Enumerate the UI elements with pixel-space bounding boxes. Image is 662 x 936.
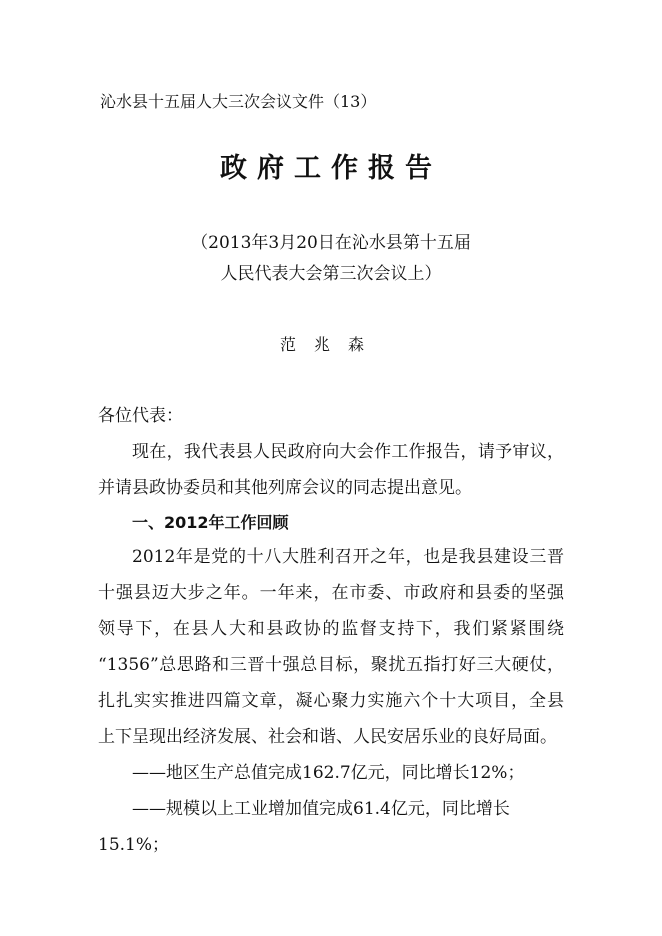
paragraph-4-line-2: 15.1%； <box>98 835 170 855</box>
document-title: 政府工作报告 <box>220 153 442 184</box>
paragraph-2-line-6: 上下呈现出经济发展、社会和谐、人民安居乐业的良好局面。 <box>98 727 557 747</box>
paragraph-1-line-1: 现在，我代表县人民政府向大会作工作报告，请予审议， <box>132 442 564 462</box>
document-number: 沁水县十五届人大三次会议文件（13） <box>100 92 377 111</box>
paragraph-2-line-5: 扎扎实实推进四篇文章，凝心聚力实施六个十大项目，全县 <box>98 691 564 711</box>
section-heading: 一、2012年工作回顾 <box>132 513 289 532</box>
salutation: 各位代表： <box>98 406 183 426</box>
paragraph-3: ——地区生产总值完成162.7亿元，同比增长12%； <box>132 763 525 783</box>
paragraph-2-line-2: 十强县迈大步之年。一年来，在市委、市政府和县委的坚强 <box>98 583 564 603</box>
subtitle-line-2: 人民代表大会第三次会议上） <box>220 264 442 284</box>
paragraph-4-line-1: ——规模以上工业增加值完成61.4亿元，同比增长 <box>132 799 510 819</box>
paragraph-2-line-3: 领导下，在县人大和县政协的监督支持下，我们紧紧围绕 <box>98 619 564 639</box>
paragraph-2-line-1: 2012年是党的十八大胜利召开之年，也是我县建设三晋 <box>132 547 564 567</box>
paragraph-2-line-4: “1356”总思路和三晋十强总目标，聚扰五指打好三大硬仗， <box>98 655 564 675</box>
paragraph-1-line-2: 并请县政协委员和其他列席会议的同志提出意见。 <box>98 478 472 498</box>
subtitle-line-1: （2013年3月20日在沁水县第十五届 <box>191 233 471 253</box>
author-name: 范兆森 <box>279 335 382 354</box>
